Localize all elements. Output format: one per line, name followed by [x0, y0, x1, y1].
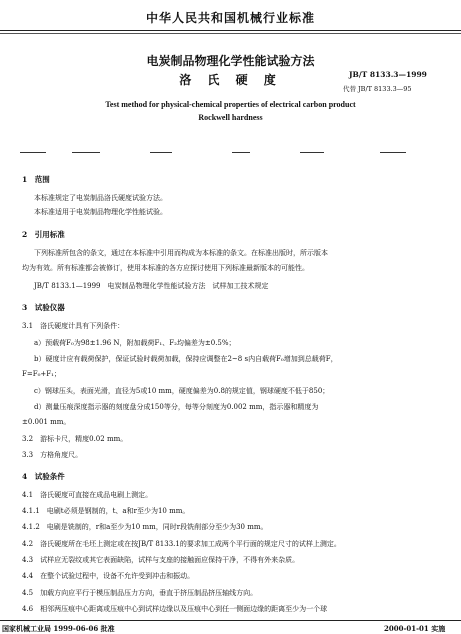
- body-text-line: 4.6 相邻两压痕中心距离或压痕中心到试样边缘以及压痕中心到任一侧面边缘的距离至少为一个球: [22, 605, 328, 613]
- body-text-line: 4.1 洛氏硬度可直接在成品电刷上测定。: [22, 491, 153, 499]
- body-text-line: JB/T 8133.1—1999 电炭制品物理化学性能试验方法 试样加工技术规定: [34, 282, 269, 290]
- english-title: Test method for physical-chemical properties of electrical carbon product: [105, 100, 356, 109]
- separator-dash: [300, 152, 324, 153]
- body-text-line: 下列标准所包含的条文，通过在本标准中引用而构成为本标准的条文。在标准出版时，所示版本: [34, 249, 328, 257]
- body-text-line: 3.3 方格角度尺。: [22, 451, 83, 459]
- body-text-line: 3.1 洛氏硬度计具有下列条件：: [22, 322, 125, 330]
- document-subtitle: 洛 氏 硬 度: [179, 73, 282, 87]
- body-text-line: 3.2 游标卡尺，精度0.02 mm。: [22, 435, 128, 443]
- section-heading: 2 引用标准: [22, 230, 65, 239]
- separator-dash: [380, 152, 406, 153]
- header-rule-thin: [0, 33, 461, 34]
- body-text-line: 4.3 试样应无裂纹或其它表面缺陷，试样与支座的接触面应保持干净，不得有外来杂质。: [22, 556, 300, 564]
- body-text-line: ±0.001 mm。: [22, 418, 71, 426]
- separator-dash: [72, 152, 100, 153]
- body-text-line: F=F₀+F₁；: [22, 370, 61, 378]
- body-text-line: b）硬度计应有载荷保护，保证试验时载荷加载，保持应调整在2~8 s内自载荷F₀增加到总载荷F，: [34, 355, 338, 363]
- body-text-line: d）测量压痕深度指示器的刻度盘分成150等分，每等分刻度为0.002 mm，指示器和精度为: [34, 403, 319, 411]
- body-text-line: 4.1.1 电刷t必须是钢制的，t、a和r至少为10 mm。: [22, 507, 190, 515]
- section-heading: 3 试验仪器: [22, 303, 65, 312]
- body-text-line: 本标准适用于电炭制品物理化学性能试验。: [34, 208, 167, 216]
- replaces-code: 代替 JB/T 8133.3—95: [343, 85, 412, 93]
- body-text-line: 4.2 洛氏硬度所在毛坯上测定或在按JB/T 8133.1的要求加工成两个平行面的规定尺寸的试样上测定。: [22, 540, 341, 548]
- english-subtitle: Rockwell hardness: [198, 113, 263, 122]
- standard-header: 中华人民共和国机械行业标准: [145, 11, 315, 25]
- separator-dash: [232, 152, 250, 153]
- body-text-line: 本标准规定了电炭制品洛氏硬度试验方法。: [34, 194, 167, 202]
- body-text-line: c）钢球压头，表面光滑，直径为5或10 mm，硬度偏差为0.8的规定值，钢球硬度不低于850；: [34, 387, 330, 395]
- body-text-line: 4.5 加载方向应平行于模压制品压力方向，垂直于挤压制品挤压轴线方向。: [22, 589, 258, 597]
- approval-note: 国家机械工业局 1999-06-06 批准: [2, 624, 115, 633]
- separator-dash: [150, 152, 172, 153]
- header-rule-thick: [0, 30, 461, 31]
- body-text-line: 4.4 在整个试验过程中，设备不允许受到冲击和振动。: [22, 572, 195, 580]
- footer-rule: [0, 620, 461, 621]
- standard-code: JB/T 8133.3—1999: [349, 70, 427, 79]
- body-text-line: 4.1.2 电刷是铣制的，r和a至少为10 mm，同时r段铣削部分至少为30 mm。: [22, 523, 268, 531]
- document-title: 电炭制品物理化学性能试验方法: [146, 54, 315, 68]
- section-heading: 4 试验条件: [22, 472, 65, 481]
- body-text-line: 均为有效。所有标准都会被修订，使用本标准的各方应探讨使用下列标准最新版本的可能性。: [22, 264, 309, 272]
- section-heading: 1 范围: [22, 175, 50, 184]
- body-text-line: a）预载荷F₀为98±1.96 N，附加载荷F₁、F₂均偏差为±0.5%；: [34, 339, 236, 347]
- separator-dash: [20, 152, 46, 153]
- effective-date: 2000-01-01 实施: [384, 624, 446, 633]
